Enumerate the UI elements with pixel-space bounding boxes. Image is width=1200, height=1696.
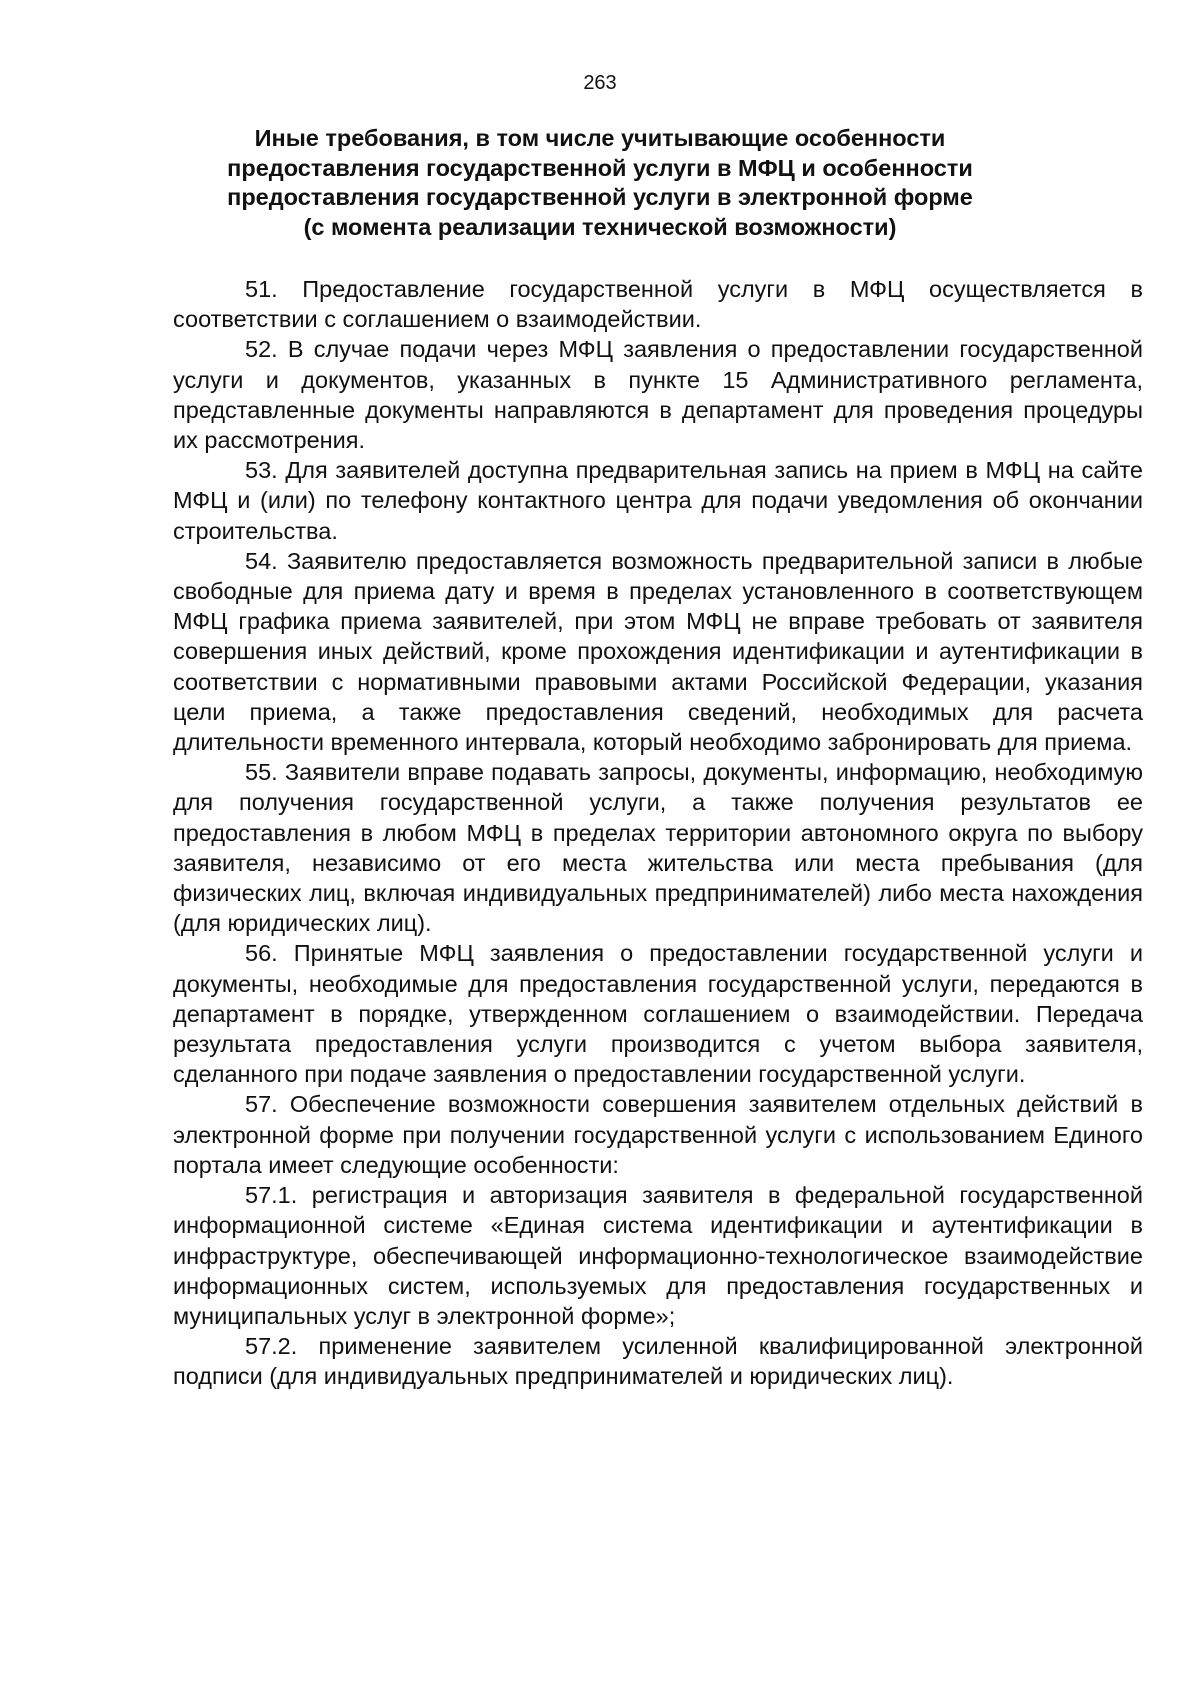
paragraph-57-1: 57.1. регистрация и авторизация заявителя в федеральной государственной информационной системе «Единая система идентификации и аутентификации в инфраструктуре, обеспечивающей информационно-технологическое взаимодействие информационных систем, используемых для предоставления государственных и муниципальных услуг в электронной форме»; — [173, 1182, 1143, 1329]
section-heading: Иные требования, в том числе учитывающие особенности предоставления государственной услуги в МФЦ и особенности предоставления государственной услуги в электронной форме (с момента реализации технической возможности) — [227, 125, 973, 240]
paragraph-54: 54. Заявителю предоставляется возможность предварительной записи в любые свободные для приема дату и время в пределах установленного в соответствующем МФЦ графика приема заявителей, при этом МФЦ не вправе требовать от заявителя совершения иных действий, кроме прохождения идентификации и аутентификации в соответствии с нормативными правовыми актами Российской Федерации, указания цели приема, а также предоставления сведений, необходимых для расчета длительности временного интервала, который необходимо забронировать для приема. — [173, 547, 1143, 756]
paragraph-56: 56. Принятые МФЦ заявления о предоставлении государственной услуги и документы, необходимые для предоставления государственной услуги, передаются в департамент в порядке, утвержденном соглашением о взаимодействии. Передача результата предоставления услуги производится с учетом выбора заявителя, сделанного при подаче заявления о предоставлении государственной услуги. — [173, 940, 1143, 1088]
paragraph-51: 51. Предоставление государственной услуги в МФЦ осуществляется в соответствии с соглашением о взаимодействии. — [173, 276, 1143, 333]
document-body — [173, 274, 1143, 1392]
paragraph-57: 57. Обеспечение возможности совершения заявителем отдельных действий в электронной форме при получении государственной услуги с использованием Единого портала имеет следующие особенности: — [173, 1091, 1143, 1178]
paragraph-52: 52. В случае подачи через МФЦ заявления о предоставлении государственной услуги и документов, указанных в пункте 15 Административного регламента, представленные документы направляются в департамент для проведения процедуры их рассмотрения. — [173, 336, 1143, 454]
paragraph-55: 55. Заявители вправе подавать запросы, документы, информацию, необходимую для получения государственной услуги, а также получения результатов ее предоставления в любом МФЦ в пределах территории автономного округа по выбору заявителя, независимо от его места жительства или места пребывания (для физических лиц, включая индивидуальных предпринимателей) либо места нахождения (для юридических лиц). — [173, 759, 1143, 937]
paragraph-53: 53. Для заявителей доступна предварительная запись на прием в МФЦ на сайте МФЦ и (или) по телефону контактного центра для подачи уведомления об окончании строительства. — [173, 457, 1143, 544]
paragraph-57-2: 57.2. применение заявителем усиленной квалифицированной электронной подписи (для индивидуальных предпринимателей и юридических лиц). — [173, 1333, 1143, 1390]
page-number: 263 — [583, 72, 617, 94]
